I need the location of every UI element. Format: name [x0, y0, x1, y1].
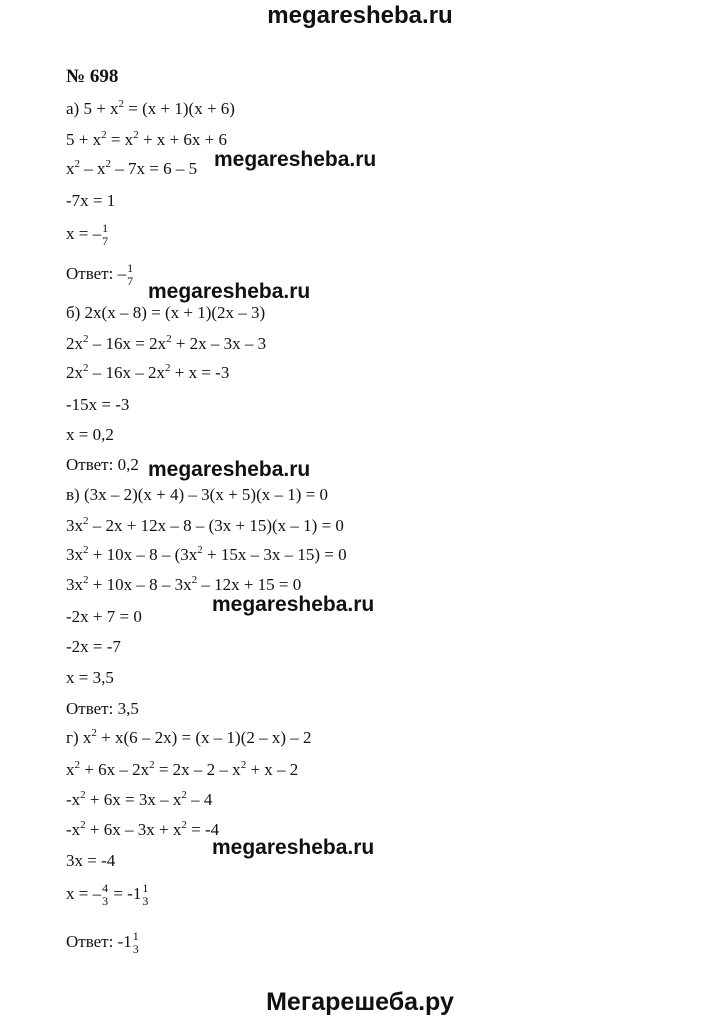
solution-line: -2x + 7 = 0	[66, 607, 142, 626]
watermark: megaresheba.ru	[148, 458, 311, 481]
fraction: 1 7	[102, 221, 109, 248]
solution-line: $2x^2 - 16x = 2x^2 + 2x - 3x - 3$	[66, 333, 267, 353]
site-footer: Мегарешеба.ру	[266, 988, 454, 1016]
answer-line: Ответ: -1 1 3	[66, 929, 139, 956]
fraction: 4 3	[102, 881, 109, 908]
solution-line: $x^2 - x^2 - 7x = 6 - 5$	[66, 158, 198, 178]
answer-line: Ответ: 0,2	[66, 455, 139, 474]
watermark: megaresheba.ru	[148, 280, 311, 303]
watermark: megaresheba.ru	[214, 148, 377, 171]
fraction: 1 3	[132, 929, 139, 956]
fraction: 1 3	[142, 881, 149, 908]
fraction: 1 7	[127, 261, 134, 288]
solution-line: -7x = 1	[66, 191, 116, 210]
solution-line: $x^2 + 6x - 2x^2 = 2x - 2 - x^2 + x - 2$	[66, 759, 299, 779]
solution-line: $5 + x^2 = x^2 + x + 6x + 6$	[66, 129, 227, 149]
solution-line: $3x^2 + 10x - 8 - (3x^2 + 15x - 3x - 15) = 0$	[66, 544, 347, 564]
solution-line: x = 0,2	[66, 425, 114, 444]
solution-line: г) $x^2 + x(6 - 2x) = (x - 1)(2 - x) - 2$	[66, 727, 312, 747]
solution-line: $-x^2 + 6x - 3x + x^2 = -4$	[66, 819, 220, 839]
solution-line: $2x^2 - 16x - 2x^2 + x = -3$	[66, 362, 230, 382]
answer-line: Ответ: – 1 7	[66, 261, 134, 288]
solution-line: а) $5 + x^2 = (x + 1)(x + 6)$	[66, 98, 235, 118]
solution-line: б) 2x(x – 8) = (x + 1)(2x – 3)	[66, 303, 266, 322]
solution-line: в) (3x – 2)(x + 4) – 3(x + 5)(x – 1) = 0	[66, 485, 328, 504]
solution-line: x = 3,5	[66, 668, 114, 687]
solution-line: x = – 1 7	[66, 221, 109, 248]
solution-line: 3x = -4	[66, 851, 116, 870]
site-header: megaresheba.ru	[267, 2, 453, 29]
solution-line: $3x^2 + 10x - 8 - 3x^2 - 12x + 15 = 0$	[66, 574, 302, 594]
solution-line: $-x^2 + 6x = 3x - x^2 - 4$	[66, 789, 213, 809]
solution-line: $3x^2 - 2x + 12x - 8 - (3x + 15)(x - 1) = 0$	[66, 515, 344, 535]
solution-line: x = – 4 3 = -1 1 3	[66, 881, 149, 908]
answer-line: Ответ: 3,5	[66, 699, 139, 718]
watermark: megaresheba.ru	[212, 593, 375, 616]
watermark: megaresheba.ru	[212, 836, 375, 859]
solution-line: -15x = -3	[66, 395, 130, 414]
solution-line: -2x = -7	[66, 637, 121, 656]
problem-number: № 698	[66, 66, 119, 87]
